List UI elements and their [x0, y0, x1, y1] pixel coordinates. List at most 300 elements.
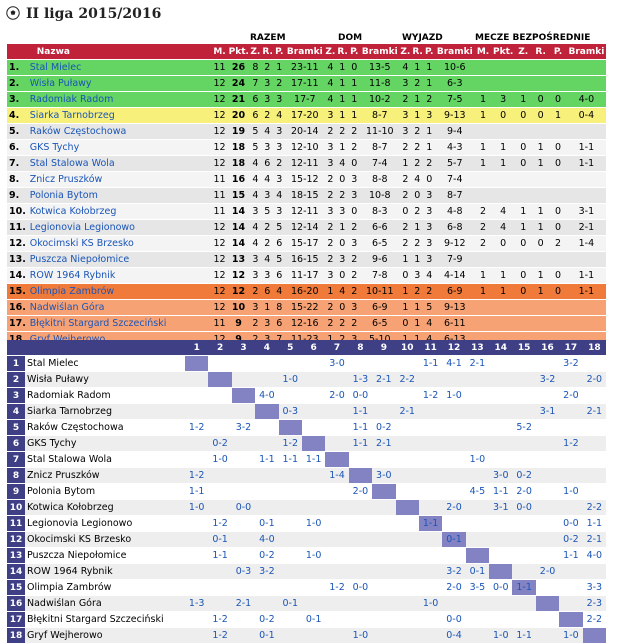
- matrix-result-cell[interactable]: 4-0: [583, 548, 606, 564]
- matrix-team-name: Olimpia Zambrów: [25, 580, 185, 596]
- matrix-result-cell[interactable]: 0-0: [349, 580, 372, 596]
- team-link[interactable]: Polonia Bytom: [29, 188, 212, 204]
- stat-cell: [474, 172, 491, 188]
- matrix-result-cell: [325, 404, 348, 420]
- matrix-result-cell[interactable]: 1-2: [185, 420, 208, 436]
- matrix-result-cell[interactable]: 1-4: [325, 468, 348, 484]
- matrix-result-cell: [489, 596, 512, 612]
- team-link[interactable]: Raków Częstochowa: [29, 124, 212, 140]
- matrix-result-cell: [419, 404, 442, 420]
- matrix-result-cell: [208, 356, 231, 372]
- stat-cell: [474, 76, 491, 92]
- stat-cell: 3: [261, 268, 273, 284]
- team-link[interactable]: Legionovia Legionowo: [29, 220, 212, 236]
- team-link[interactable]: Olimpia Zambrów: [29, 284, 212, 300]
- stat-cell: 3: [492, 92, 515, 108]
- matrix-result-cell: [536, 580, 559, 596]
- matrix-result-cell[interactable]: 1-0: [302, 516, 325, 532]
- stat-cell: 2: [411, 140, 423, 156]
- matrix-result-cell: [583, 468, 606, 484]
- stat-cell: 1: [532, 204, 549, 220]
- table-row: [7, 204, 606, 220]
- matrix-result-cell: [442, 404, 465, 420]
- stat-cell: [515, 316, 532, 332]
- stat-cell: 2: [336, 188, 348, 204]
- matrix-result-cell: [208, 388, 231, 404]
- matrix-result-cell[interactable]: 2-0: [583, 372, 606, 388]
- matrix-result-cell[interactable]: 1-0: [559, 484, 582, 500]
- matrix-result-cell[interactable]: 1-1: [559, 548, 582, 564]
- stat-cell: 1: [492, 140, 515, 156]
- matrix-result-cell: [512, 548, 535, 564]
- stat-cell: 6: [261, 284, 273, 300]
- team-link[interactable]: Błękitni Stargard Szczeciński: [29, 316, 212, 332]
- matrix-row: [7, 532, 606, 548]
- matrix-result-cell: [255, 580, 278, 596]
- matrix-result-cell: [583, 436, 606, 452]
- stat-cell: 2: [399, 236, 411, 252]
- stat-cell: [474, 188, 491, 204]
- matrix-diagonal-cell: [372, 484, 395, 500]
- matrix-result-cell[interactable]: 2-0: [442, 500, 465, 516]
- row-position: 13.: [7, 252, 29, 268]
- matrix-result-cell: [255, 484, 278, 500]
- matrix-result-cell: [489, 612, 512, 628]
- matrix-result-cell: [442, 420, 465, 436]
- matrix-row-number: 4: [7, 404, 25, 420]
- matrix-result-cell[interactable]: 1-1: [349, 404, 372, 420]
- matrix-result-cell: [279, 468, 302, 484]
- matrix-result-cell[interactable]: 3-2: [559, 356, 582, 372]
- team-link[interactable]: Nadwiślan Góra: [29, 300, 212, 316]
- matrix-result-cell[interactable]: 2-1: [583, 532, 606, 548]
- matrix-result-cell[interactable]: 3-5: [466, 580, 489, 596]
- stat-cell: 10: [228, 300, 250, 316]
- matrix-result-cell: [349, 516, 372, 532]
- matrix-result-cell: [559, 372, 582, 388]
- matrix-result-cell[interactable]: 1-2: [185, 468, 208, 484]
- stat-cell: 3: [324, 140, 336, 156]
- stat-cell: 4: [324, 92, 336, 108]
- matrix-team-name: Wisła Puławy: [25, 372, 185, 388]
- matrix-result-cell[interactable]: 2-0: [512, 484, 535, 500]
- matrix-result-cell: [255, 500, 278, 516]
- matrix-result-cell: [396, 628, 419, 644]
- matrix-result-cell: [396, 468, 419, 484]
- matrix-result-cell[interactable]: 2-3: [583, 596, 606, 612]
- matrix-row: [7, 420, 606, 436]
- matrix-result-cell[interactable]: 1-1: [279, 452, 302, 468]
- matrix-result-cell[interactable]: 1-1: [419, 356, 442, 372]
- team-link[interactable]: Wisła Puławy: [29, 76, 212, 92]
- matrix-result-cell[interactable]: 0-1: [279, 596, 302, 612]
- stat-cell: 5: [273, 252, 285, 268]
- matrix-result-cell: [349, 532, 372, 548]
- stat-cell: 8-7: [435, 188, 474, 204]
- stat-cell: 2: [336, 316, 348, 332]
- stat-cell: 2: [261, 60, 273, 76]
- matrix-result-cell[interactable]: 0-2: [208, 436, 231, 452]
- matrix-result-cell[interactable]: 3-1: [489, 500, 512, 516]
- team-link[interactable]: Okocimski KS Brzesko: [29, 236, 212, 252]
- matrix-result-cell: [302, 484, 325, 500]
- matrix-team-name: Gryf Wejherowo: [25, 628, 185, 644]
- matrix-result-cell: [325, 596, 348, 612]
- matrix-team-name: Nadwiślan Góra: [25, 596, 185, 612]
- matrix-result-cell[interactable]: 1-1: [255, 452, 278, 468]
- matrix-result-cell[interactable]: 0-1: [255, 516, 278, 532]
- stat-cell: 2: [273, 76, 285, 92]
- matrix-diagonal-cell: [232, 388, 255, 404]
- team-link[interactable]: Puszcza Niepołomice: [29, 252, 212, 268]
- stat-cell: 2: [399, 220, 411, 236]
- matrix-result-cell: [512, 388, 535, 404]
- matrix-result-cell[interactable]: 5-2: [512, 420, 535, 436]
- matrix-row: [7, 580, 606, 596]
- matrix-result-cell: [396, 580, 419, 596]
- stat-cell: 1-1: [567, 284, 606, 300]
- stat-cell: 12: [211, 252, 227, 268]
- stat-cell: 4: [273, 108, 285, 124]
- stat-cell: 15-12: [285, 172, 324, 188]
- matrix-result-cell: [396, 596, 419, 612]
- matrix-result-cell[interactable]: 1-1: [512, 628, 535, 644]
- matrix-result-cell: [279, 356, 302, 372]
- stat-cell: 2: [411, 236, 423, 252]
- matrix-result-cell[interactable]: 3-2: [442, 564, 465, 580]
- matrix-result-cell: [489, 436, 512, 452]
- row-position: 1.: [7, 60, 29, 76]
- stat-cell: 3: [411, 268, 423, 284]
- stat-cell: 1: [411, 60, 423, 76]
- table-row: [7, 140, 606, 156]
- matrix-result-cell[interactable]: 3-0: [372, 468, 395, 484]
- stat-cell: 2: [399, 188, 411, 204]
- matrix-result-cell[interactable]: 1-2: [419, 388, 442, 404]
- stat-cell: 0: [336, 172, 348, 188]
- matrix-result-cell[interactable]: 2-2: [583, 500, 606, 516]
- stat-cell: 2: [348, 124, 360, 140]
- stat-cell: 1: [399, 252, 411, 268]
- col-header: P.: [549, 44, 566, 60]
- matrix-result-cell: [185, 580, 208, 596]
- matrix-result-cell[interactable]: 1-1: [349, 436, 372, 452]
- stat-cell: 4: [492, 204, 515, 220]
- stat-cell: 0: [515, 284, 532, 300]
- matrix-result-cell: [466, 388, 489, 404]
- matrix-result-cell[interactable]: 0-2: [372, 420, 395, 436]
- matrix-result-cell[interactable]: 1-2: [208, 628, 231, 644]
- matrix-result-cell[interactable]: 3-0: [325, 356, 348, 372]
- matrix-result-cell: [536, 628, 559, 644]
- matrix-result-cell: [466, 612, 489, 628]
- matrix-result-cell[interactable]: 1-1: [208, 548, 231, 564]
- matrix-result-cell[interactable]: 3-1: [536, 404, 559, 420]
- matrix-result-cell[interactable]: 0-0: [512, 500, 535, 516]
- matrix-result-cell[interactable]: 1-2: [208, 516, 231, 532]
- matrix-result-cell[interactable]: 0-0: [349, 388, 372, 404]
- matrix-result-cell[interactable]: 0-2: [512, 468, 535, 484]
- stat-cell: 9-4: [435, 124, 474, 140]
- table-row: [7, 236, 606, 252]
- team-link[interactable]: Radomiak Radom: [29, 92, 212, 108]
- matrix-result-cell: [512, 564, 535, 580]
- matrix-result-cell[interactable]: 1-2: [279, 436, 302, 452]
- matrix-result-cell[interactable]: 4-0: [255, 388, 278, 404]
- matrix-result-cell[interactable]: 0-1: [208, 532, 231, 548]
- matrix-result-cell: [489, 548, 512, 564]
- matrix-result-cell: [302, 404, 325, 420]
- stat-cell: 3: [399, 76, 411, 92]
- stat-cell: [549, 316, 566, 332]
- stat-cell: [549, 60, 566, 76]
- stat-cell: 1: [324, 284, 336, 300]
- stat-cell: 2: [399, 140, 411, 156]
- matrix-result-cell: [512, 404, 535, 420]
- matrix-result-cell[interactable]: 0-3: [232, 564, 255, 580]
- matrix-result-cell[interactable]: 0-2: [559, 532, 582, 548]
- stat-cell: 1-1: [567, 140, 606, 156]
- matrix-row-number: 1: [7, 356, 25, 372]
- matrix-result-cell: [419, 500, 442, 516]
- matrix-team-name: ROW 1964 Rybnik: [25, 564, 185, 580]
- stat-cell: 20-14: [285, 124, 324, 140]
- matrix-result-cell[interactable]: 2-1: [232, 596, 255, 612]
- matrix-result-cell[interactable]: 0-2: [255, 612, 278, 628]
- stat-cell: 1: [549, 108, 566, 124]
- stat-cell: [515, 76, 532, 92]
- stat-cell: [549, 124, 566, 140]
- stat-cell: 2: [348, 220, 360, 236]
- matrix-result-cell[interactable]: 4-5: [466, 484, 489, 500]
- matrix-result-cell: [185, 452, 208, 468]
- matrix-row: [7, 468, 606, 484]
- matrix-result-cell[interactable]: 2-0: [442, 580, 465, 596]
- matrix-result-cell: [466, 372, 489, 388]
- stat-cell: 1: [492, 156, 515, 172]
- stat-cell: 3: [423, 108, 435, 124]
- stat-cell: 9-6: [360, 252, 399, 268]
- matrix-result-cell[interactable]: 0-4: [442, 628, 465, 644]
- matrix-result-cell[interactable]: 1-0: [466, 452, 489, 468]
- matrix-result-cell[interactable]: 1-0: [208, 452, 231, 468]
- matrix-result-cell: [512, 372, 535, 388]
- matrix-result-cell[interactable]: 0-2: [255, 548, 278, 564]
- stat-cell: 1: [474, 108, 491, 124]
- stat-cell: 3: [399, 124, 411, 140]
- col-header-pos: [7, 44, 29, 60]
- row-position: 5.: [7, 124, 29, 140]
- matrix-result-cell[interactable]: 3-3: [583, 580, 606, 596]
- stat-cell: 10-2: [360, 92, 399, 108]
- matrix-result-cell[interactable]: 1-0: [419, 596, 442, 612]
- stat-cell: 12: [211, 236, 227, 252]
- matrix-col-header: 12: [442, 340, 465, 356]
- matrix-result-cell[interactable]: 1-2: [208, 612, 231, 628]
- matrix-result-cell[interactable]: 0-1: [466, 564, 489, 580]
- team-link[interactable]: Siarka Tarnobrzeg: [29, 108, 212, 124]
- matrix-result-cell[interactable]: 1-0: [442, 388, 465, 404]
- col-header: Z.: [249, 44, 261, 60]
- stat-cell: 1: [474, 268, 491, 284]
- matrix-result-cell: [372, 532, 395, 548]
- matrix-result-cell[interactable]: 1-1: [489, 484, 512, 500]
- matrix-result-cell[interactable]: 0-0: [442, 612, 465, 628]
- stat-cell: 10-8: [360, 188, 399, 204]
- stat-cell: 11: [211, 172, 227, 188]
- matrix-result-cell: [232, 516, 255, 532]
- stat-cell: 10-6: [435, 60, 474, 76]
- matrix-result-cell: [442, 484, 465, 500]
- matrix-result-cell[interactable]: 2-0: [559, 388, 582, 404]
- matrix-result-cell: [559, 580, 582, 596]
- stat-cell: 1: [411, 316, 423, 332]
- matrix-row: [7, 500, 606, 516]
- matrix-result-cell[interactable]: 1-0: [489, 628, 512, 644]
- stat-cell: [567, 172, 606, 188]
- stat-cell: 8-7: [360, 140, 399, 156]
- matrix-row: [7, 564, 606, 580]
- team-link[interactable]: Stal Mielec: [29, 60, 212, 76]
- matrix-result-cell[interactable]: 2-0: [349, 484, 372, 500]
- matrix-result-cell: [302, 628, 325, 644]
- matrix-result-cell[interactable]: 2-1: [372, 436, 395, 452]
- matrix-result-cell[interactable]: 1-0: [559, 628, 582, 644]
- matrix-result-cell[interactable]: 3-0: [489, 468, 512, 484]
- row-position: 2.: [7, 76, 29, 92]
- matrix-result-cell: [208, 580, 231, 596]
- matrix-result-cell[interactable]: 1-0: [185, 500, 208, 516]
- matrix-result-cell[interactable]: 1-0: [302, 548, 325, 564]
- matrix-result-cell[interactable]: 0-1: [302, 612, 325, 628]
- matrix-result-cell[interactable]: 1-1: [302, 452, 325, 468]
- stat-cell: [532, 60, 549, 76]
- matrix-result-cell[interactable]: 2-2: [396, 372, 419, 388]
- matrix-result-cell: [185, 404, 208, 420]
- matrix-row-number: 10: [7, 500, 25, 516]
- matrix-result-cell: [349, 452, 372, 468]
- matrix-result-cell: [232, 404, 255, 420]
- stat-cell: [492, 60, 515, 76]
- stat-cell: 4: [249, 172, 261, 188]
- team-link[interactable]: Stal Stalowa Wola: [29, 156, 212, 172]
- matrix-result-cell: [279, 516, 302, 532]
- stat-cell: 12: [211, 76, 227, 92]
- matrix-result-cell: [419, 532, 442, 548]
- matrix-result-cell[interactable]: 0-1: [255, 628, 278, 644]
- stat-cell: 3: [324, 204, 336, 220]
- stat-cell: 2: [261, 236, 273, 252]
- stat-cell: 1: [336, 220, 348, 236]
- matrix-result-cell: [396, 484, 419, 500]
- matrix-result-cell[interactable]: 1-2: [559, 436, 582, 452]
- matrix-result-cell[interactable]: 1-3: [349, 372, 372, 388]
- matrix-result-cell[interactable]: 2-2: [583, 612, 606, 628]
- stat-cell: 2: [411, 284, 423, 300]
- stat-cell: 1: [532, 156, 549, 172]
- matrix-result-cell[interactable]: 4-0: [255, 532, 278, 548]
- matrix-result-cell: [185, 516, 208, 532]
- stat-cell: 3: [348, 300, 360, 316]
- stat-cell: 6: [273, 236, 285, 252]
- matrix-result-cell[interactable]: 1-0: [279, 372, 302, 388]
- stat-cell: [474, 300, 491, 316]
- matrix-diagonal-cell: [185, 356, 208, 372]
- matrix-result-cell[interactable]: 4-1: [442, 356, 465, 372]
- matrix-result-cell: [372, 356, 395, 372]
- team-link[interactable]: ROW 1964 Rybnik: [29, 268, 212, 284]
- matrix-result-cell[interactable]: 3-2: [232, 420, 255, 436]
- matrix-result-cell[interactable]: 1-1: [185, 484, 208, 500]
- matrix-result-cell: [325, 484, 348, 500]
- matrix-result-cell: [419, 436, 442, 452]
- table-row: [7, 220, 606, 236]
- stat-cell: 0: [336, 268, 348, 284]
- matrix-result-cell: [466, 596, 489, 612]
- stat-cell: [532, 76, 549, 92]
- stat-cell: [492, 300, 515, 316]
- matrix-result-cell: [442, 436, 465, 452]
- stat-cell: 2: [423, 92, 435, 108]
- matrix-result-cell[interactable]: 0-0: [489, 580, 512, 596]
- matrix-result-cell[interactable]: 2-0: [325, 388, 348, 404]
- matrix-result-cell[interactable]: 1-1: [349, 420, 372, 436]
- stat-cell: [515, 172, 532, 188]
- stat-cell: [492, 316, 515, 332]
- stat-cell: [474, 124, 491, 140]
- matrix-result-cell[interactable]: 0-0: [559, 516, 582, 532]
- matrix-result-cell[interactable]: 2-0: [536, 564, 559, 580]
- matrix-result-cell[interactable]: 2-1: [372, 372, 395, 388]
- matrix-result-cell[interactable]: 2-1: [396, 404, 419, 420]
- matrix-result-cell: [536, 452, 559, 468]
- team-link[interactable]: GKS Tychy: [29, 140, 212, 156]
- stat-cell: 12-14: [285, 220, 324, 236]
- matrix-result-cell: [325, 420, 348, 436]
- row-position: 4.: [7, 108, 29, 124]
- matrix-result-cell[interactable]: 2-1: [466, 356, 489, 372]
- matrix-result-cell[interactable]: 3-2: [536, 372, 559, 388]
- stat-cell: 2: [324, 236, 336, 252]
- stat-cell: 2: [324, 316, 336, 332]
- matrix-diagonal-cell: [255, 404, 278, 420]
- stat-cell: 0: [515, 236, 532, 252]
- stat-cell: 5: [249, 140, 261, 156]
- matrix-result-cell[interactable]: 1-2: [325, 580, 348, 596]
- matrix-result-cell: [325, 612, 348, 628]
- matrix-result-cell[interactable]: 0-3: [279, 404, 302, 420]
- matrix-result-cell[interactable]: 1-3: [185, 596, 208, 612]
- matrix-result-cell: [372, 388, 395, 404]
- matrix-result-cell[interactable]: 0-0: [232, 500, 255, 516]
- matrix-row-number: 5: [7, 420, 25, 436]
- stat-cell: 5: [423, 300, 435, 316]
- matrix-result-cell[interactable]: 2-1: [583, 404, 606, 420]
- stat-cell: 0: [411, 188, 423, 204]
- team-link[interactable]: Kotwica Kołobrzeg: [29, 204, 212, 220]
- matrix-result-cell: [536, 420, 559, 436]
- stat-cell: 11: [211, 188, 227, 204]
- matrix-row-number: 11: [7, 516, 25, 532]
- stat-cell: 3: [336, 204, 348, 220]
- matrix-result-cell[interactable]: 1-0: [349, 628, 372, 644]
- matrix-result-cell: [583, 564, 606, 580]
- matrix-result-cell: [419, 420, 442, 436]
- matrix-team-name: Okocimski KS Brzesko: [25, 532, 185, 548]
- team-link[interactable]: Znicz Pruszków: [29, 172, 212, 188]
- matrix-result-cell[interactable]: 1-1: [583, 516, 606, 532]
- matrix-result-cell[interactable]: 3-2: [255, 564, 278, 580]
